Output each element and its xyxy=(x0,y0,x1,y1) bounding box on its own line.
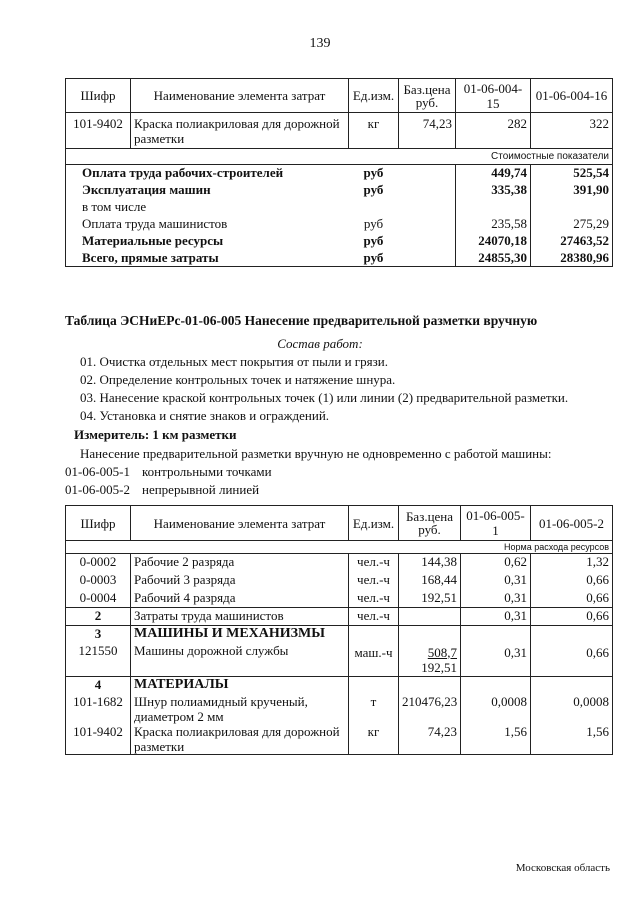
header-cell: Наименование элемента затрат xyxy=(131,79,349,113)
cell: 74,23 xyxy=(399,113,456,149)
cell: 525,54 xyxy=(531,165,613,182)
cell xyxy=(461,677,531,694)
cell: 24070,18 xyxy=(456,233,531,250)
cell: 335,38 xyxy=(456,182,531,199)
header-cell: Ед.изм. xyxy=(349,506,399,541)
header-cell: 01-06-005-2 xyxy=(531,506,613,541)
cell xyxy=(531,199,613,216)
cell: МАТЕРИАЛЫ xyxy=(131,677,349,694)
table-row xyxy=(66,677,613,694)
work-item: 04. Установка и снятие знаков и ограждений. xyxy=(80,408,330,423)
cell: 0,31 xyxy=(461,643,531,677)
work-heading: Состав работ: xyxy=(277,336,363,351)
cell: 0-0004 xyxy=(66,590,131,608)
cell xyxy=(399,608,461,626)
cell: Оплата труда рабочих-строителей xyxy=(66,165,349,182)
cell: 0,66 xyxy=(531,608,613,626)
cell: Эксплуатация машин xyxy=(66,182,349,199)
cell: руб xyxy=(363,215,384,231)
cell: 168,44 xyxy=(399,572,461,590)
cell xyxy=(456,199,531,216)
cell xyxy=(399,233,456,250)
cell: маш.-ч xyxy=(349,643,399,677)
cell: 391,90 xyxy=(531,182,613,199)
description: Нанесение предварительной разметки вручную не одновременно с работой машины: xyxy=(80,446,552,461)
header-cell: Баз.цена руб. xyxy=(399,79,456,113)
table-row xyxy=(66,250,613,267)
cell: Краска полиакриловая для дорожной разметки xyxy=(131,113,349,149)
table-row xyxy=(66,608,613,626)
footer-region: Московская область xyxy=(515,862,610,874)
cell xyxy=(461,626,531,643)
cell xyxy=(349,626,399,643)
cell: Шнур полиамидный крученый, диаметром 2 мм xyxy=(131,694,349,724)
table-row xyxy=(66,554,613,572)
table-row xyxy=(66,233,613,250)
work-item: 01. Очистка отдельных мест покрытия от пыли и грязи. xyxy=(80,354,388,369)
cell: 101-9402 xyxy=(66,724,131,755)
cell: 28380,96 xyxy=(531,250,613,267)
cell: Рабочий 4 разряда xyxy=(131,590,349,608)
cell: Рабочие 2 разряда xyxy=(131,554,349,572)
header-cell: 01-06-004-15 xyxy=(456,79,531,113)
work-item: 03. Нанесение краской контрольных точек (1) или линии (2) предварительной разметки. xyxy=(80,390,569,405)
section-row xyxy=(66,541,613,554)
header-cell: Наименование элемента затрат xyxy=(131,506,349,541)
header-cell: Баз.цена руб. xyxy=(399,506,461,541)
cell: 4 xyxy=(66,677,131,694)
cell: 1,32 xyxy=(531,554,613,572)
cell: чел.-ч xyxy=(349,608,399,626)
table-row xyxy=(66,694,613,724)
cell: 192,51 xyxy=(399,590,461,608)
price-value: 508,7 xyxy=(427,644,457,660)
table-row xyxy=(66,182,613,199)
work-item: 02. Определение контрольных точек и натяжение шнура. xyxy=(80,372,396,387)
cell xyxy=(349,199,399,216)
cell: в том числе xyxy=(66,199,349,216)
cell: Затраты труда машинистов xyxy=(131,608,349,626)
table-row xyxy=(66,572,613,590)
variant-text: контрольными точками xyxy=(142,464,272,479)
section-row xyxy=(66,149,613,165)
cell: МАШИНЫ И МЕХАНИЗМЫ xyxy=(131,626,349,643)
cell: 0,0008 xyxy=(461,694,531,724)
cell xyxy=(399,677,461,694)
table-row xyxy=(66,590,613,608)
cell xyxy=(399,182,456,199)
cell xyxy=(399,165,456,182)
cell: 27463,52 xyxy=(531,233,613,250)
table-header xyxy=(66,506,613,541)
resource-table-2 xyxy=(65,505,613,755)
cell xyxy=(531,677,613,694)
cell: т xyxy=(349,694,399,724)
cell: 3 xyxy=(66,626,131,643)
cell: Оплата труда машинистов xyxy=(66,216,349,233)
cell: 74,23 xyxy=(399,724,461,755)
section-label: Норма расхода ресурсов xyxy=(66,541,613,554)
cell xyxy=(399,216,456,233)
variant-text: непрерывной линией xyxy=(142,482,260,497)
cell xyxy=(531,626,613,643)
cell xyxy=(399,626,461,643)
cell: чел.-ч xyxy=(349,572,399,590)
header-cell: Шифр xyxy=(66,79,131,113)
cell: 0,66 xyxy=(531,590,613,608)
cell: 0,31 xyxy=(461,590,531,608)
cell: чел.-ч xyxy=(349,554,399,572)
cell: Материальные ресурсы xyxy=(66,233,349,250)
header-cell: Шифр xyxy=(66,506,131,541)
table-row xyxy=(66,643,613,677)
cell xyxy=(349,677,399,694)
cell: 24855,30 xyxy=(456,250,531,267)
cell: руб xyxy=(363,249,384,265)
cell: чел.-ч xyxy=(349,590,399,608)
section-label: Стоимостные показатели xyxy=(66,149,613,165)
cell xyxy=(399,199,456,216)
price-value-alt: 192,51 xyxy=(421,659,457,675)
cell xyxy=(399,643,461,677)
header-cell: Ед.изм. xyxy=(349,79,399,113)
cell: Рабочий 3 разряда xyxy=(131,572,349,590)
cell: 282 xyxy=(456,113,531,149)
cell: Машины дорожной службы xyxy=(131,643,349,677)
cell: кг xyxy=(349,724,399,755)
header-cell: 01-06-005-1 xyxy=(461,506,531,541)
cell: 275,29 xyxy=(531,216,613,233)
table-row xyxy=(66,165,613,182)
cell: 121550 xyxy=(66,643,131,677)
table-row xyxy=(66,113,613,149)
cell: 1,56 xyxy=(461,724,531,755)
cell: 0,31 xyxy=(461,572,531,590)
table-row xyxy=(66,626,613,643)
cell: 0,62 xyxy=(461,554,531,572)
cell: 210476,23 xyxy=(399,694,461,724)
cell: Краска полиакриловая для дорожной разметки xyxy=(131,724,349,755)
cost-table-1 xyxy=(65,78,613,267)
cell: 101-9402 xyxy=(66,113,131,149)
variant-code: 01-06-005-1 xyxy=(65,464,130,479)
cell xyxy=(399,250,456,267)
measure-unit: Измеритель: 1 км разметки xyxy=(74,427,237,442)
cell: 0,66 xyxy=(531,572,613,590)
cell: 0-0002 xyxy=(66,554,131,572)
cell: 101-1682 xyxy=(66,694,131,724)
cell: 0,31 xyxy=(461,608,531,626)
table-row xyxy=(66,199,613,216)
cell: 0-0003 xyxy=(66,572,131,590)
cell: кг xyxy=(349,113,399,149)
table-row xyxy=(66,216,613,233)
cell: 0,0008 xyxy=(531,694,613,724)
cell: 2 xyxy=(66,608,131,626)
header-cell: 01-06-004-16 xyxy=(531,79,613,113)
cell: Всего, прямые затраты xyxy=(66,250,349,267)
cell: 449,74 xyxy=(456,165,531,182)
cell: 322 xyxy=(531,113,613,149)
table-header xyxy=(66,79,613,113)
table-row xyxy=(66,724,613,755)
cell: 1,56 xyxy=(531,724,613,755)
section-title: Таблица ЭСНиЕРс-01-06-005 Нанесение предварительной разметки вручную xyxy=(65,313,538,328)
cell: 235,58 xyxy=(456,216,531,233)
cell: руб xyxy=(363,232,384,248)
cell: руб xyxy=(363,181,384,197)
cell: 0,66 xyxy=(531,643,613,677)
cell: 144,38 xyxy=(399,554,461,572)
variant-code: 01-06-005-2 xyxy=(65,482,130,497)
cell: руб xyxy=(363,165,384,180)
page-number: 139 xyxy=(309,36,331,51)
